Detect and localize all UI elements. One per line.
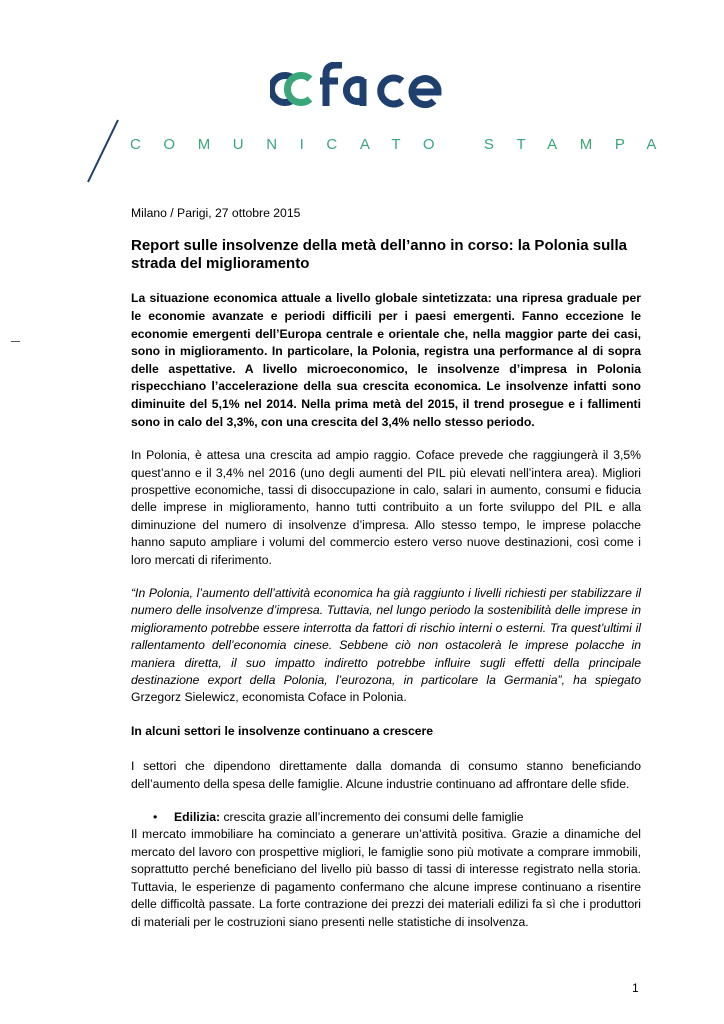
bullet-label: Edilizia: [174,810,221,825]
lead-paragraph: La situazione economica attuale a livello globale sintetizzata: una ripresa graduale per le economie avanzate e periodi difficili per i paesi emergenti. Fanno eccezione le economie emergenti dell’Europa centrale e orientale che, nella maggior parte dei casi, sono in miglioramento. In particolare, la Polonia, registra una performance al di sopra delle aspettative. A livello microeconomico, le insolvenze d’impresa in Polonia rispecchiano l’accelerazione della sua crescita economica. Le insolvenze infatti sono diminuite del 5,1% nel 2014. Nella prima metà del 2015, il trend prosegue e i fallimenti sono in calo del 3,3%, con una crescita del 3,4% nello stesso periodo. [131,291,641,429]
dateline: Milano / Parigi, 27 ottobre 2015 [131,206,301,220]
header-title: COMUNICATO STAMPA [130,136,679,153]
quote-text: “In Polonia, l’aumento dell’attività economica ha già raggiunto i livelli richiesti per stabilizzare il numero delle insolvenze d’impresa. Tuttavia, nel lungo periodo la sostenibilità delle imprese in miglioramento potrebbe essere interrotta da fattori di rischio interni o esterni. Tra quest’ultimi il rallentamento dell’economia cinese. Sebbene ciò non ostacolerà le imprese polacche in maniera diretta, il suo impatto indiretto potrebbe influire sugli effetti della principale destinazione export della Polonia, l’eurozona, in particolare la Germania”, ha spiegato [131,586,641,688]
bullet-text: crescita grazie all’incremento dei consumi delle famiglie [223,810,524,825]
slash-decoration [85,118,121,184]
document-title: Report sulle insolvenze della metà dell’anno in corso: la Polonia sulla strada del miglioramento [131,237,627,272]
page-number: 1 [632,981,639,995]
bullet-icon: • [153,810,158,825]
quote-paragraph [131,585,641,707]
body-paragraph-1: In Polonia, è attesa una crescita ad ampio raggio. Coface prevede che raggiungerà il 3,5% quest’anno e il 3,4% nel 2016 (uno degli aumenti del PIL più elevati nell’intera area). Migliori prospettive economiche, tassi di disoccupazione in calo, salari in aumento, consumi e fiducia delle imprese in miglioramento, hanno tutti contribuito a un forte sviluppo del PIL e alla diminuzione del numero di insolvenze d’impresa. Allo stesso tempo, le imprese polacche hanno saputo ampliare i volumi del commercio estero verso nuove destinazioni, così come i loro mercati di riferimento. [131,448,641,567]
document-body [131,205,641,947]
quote-author: Grzegorz Sielewicz, economista Coface in Polonia. [131,690,407,705]
bullet-item [131,809,641,826]
body-paragraph-2: I settori che dipendono direttamente dalla domanda di consumo stanno beneficiando dell’aumento della spesa delle famiglie. Alcune industrie continuano ad affrontare delle sfide. [131,759,641,791]
margin-mark [11,341,20,342]
body-paragraph-3: Il mercato immobiliare ha cominciato a generare un’attività positiva. Grazie a dinamiche del mercato del lavoro con prospettive migliori, le famiglie sono più motivate a comprare immobili, soprattutto perché beneficiano del livello più basso di tassi di interesse registrato nella storia. Tuttavia, le esperienze di pagamento confermano che alcune imprese continuano a risentire delle difficoltà passate. La forte contrazione dei prezzi dei materiali edilizi fa sì che i produttori di materiali per le costruzioni siano presenti nelle statistiche di insolvenza. [131,827,641,929]
section-heading: In alcuni settori le insolvenze continuano a crescere [131,723,434,738]
coface-logo [270,62,452,112]
